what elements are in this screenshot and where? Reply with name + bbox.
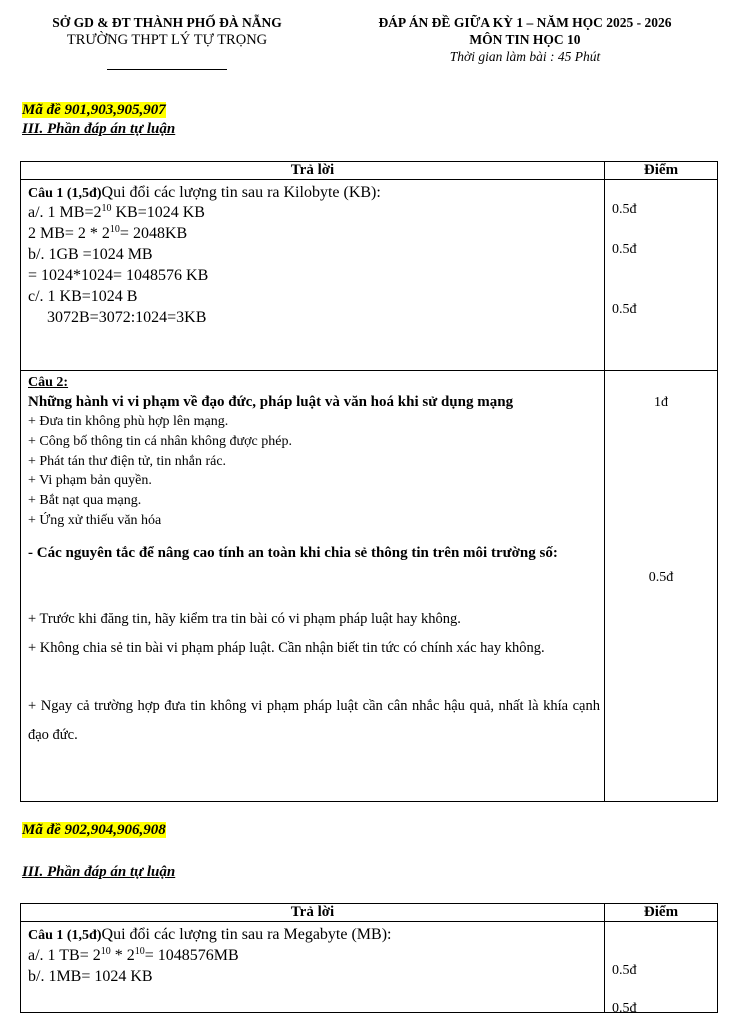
q1-a-line2: 2 $MB= 2 * 2^{10}= 2048KB$ xyxy=(28,224,188,242)
q2-violation-item: + Đưa tin không phù hợp lên mạng. xyxy=(28,414,229,429)
q1-score-b: 0.5đ xyxy=(612,242,637,257)
q1-score-b: 0.5đ xyxy=(612,1001,637,1016)
q1-answer-cell xyxy=(21,180,605,371)
section-title-2: III. Phần đáp án tự luận xyxy=(22,864,176,880)
q1-a-line: a/. 1 $TB= 2^{10} * 2^{10}= 1048576MB$ xyxy=(28,946,239,964)
header-left xyxy=(22,14,312,70)
answer-table-1 xyxy=(20,161,718,802)
q2-safety-item: + Ngay cả trường hợp đưa tin không vi phạm pháp luật cần cân nhắc hậu quả, nhất là khía cạnh đạo đức. xyxy=(28,698,600,743)
q2-heading-violations: Những hành vi vi phạm về đạo đức, pháp luật và văn hoá khi sử dụng mạng xyxy=(28,394,514,410)
q1-prompt: Câu 1 (1,5đ)Qui đổi các lượng tin sau ra Kilobyte (KB): xyxy=(28,184,381,201)
q2-violation-item: + Bắt nạt qua mạng. xyxy=(28,493,142,508)
q1-score-a: 0.5đ xyxy=(612,202,637,217)
q1-score-cell xyxy=(605,180,718,371)
q2-violation-item: + Vi phạm bản quyền. xyxy=(28,473,152,488)
exam-title: ĐÁP ÁN ĐỀ GIỮA KỲ 1 – NĂM HỌC 2025 - 2026 xyxy=(378,15,672,30)
q2-score-1: 1đ xyxy=(654,395,668,410)
col-answer-header: Trả lời xyxy=(21,904,605,922)
col-answer-header: Trả lời xyxy=(21,162,605,180)
q2-score-cell xyxy=(605,371,718,802)
q2-violation-item: + Ứng xử thiếu văn hóa xyxy=(28,513,162,528)
q1-a-line1: a/. 1 $MB=2^{10}$ KB=1024 KB xyxy=(28,203,205,221)
header-divider xyxy=(107,69,227,70)
q2-violation-item: + Phát tán thư điện tử, tin nhắn rác. xyxy=(28,454,227,469)
q2-label: Câu 2: xyxy=(28,375,69,390)
q1-score-c: 0.5đ xyxy=(612,302,637,317)
q2-score-2: 0.5đ xyxy=(648,570,674,585)
section-title-1: III. Phần đáp án tự luận xyxy=(22,121,176,137)
school-name: TRƯỜNG THPT LÝ TỰ TRỌNG xyxy=(66,32,268,48)
exam-codes-2: Mã đề 902,904,906,908 xyxy=(22,822,166,838)
q1-c-line1: c/. 1 KB=1024 B xyxy=(28,288,138,305)
q2-answer-cell xyxy=(21,371,605,802)
answer-table-2 xyxy=(20,903,718,1016)
exam-codes-1: Mã đề 901,903,905,907 xyxy=(22,102,166,118)
q2-safety-item: + Không chia sẻ tin bài vi phạm pháp luật. Cần nhận biết tin tức có chính xác hay không. xyxy=(28,640,545,656)
q1-score-a: 0.5đ xyxy=(612,963,637,978)
q1-answer-cell xyxy=(21,922,605,1013)
q2-heading-safety: - Các nguyên tắc để nâng cao tính an toàn khi chia sẻ thông tin trên môi trường số: xyxy=(28,545,558,561)
q1-c-line2: 3072B=3072:1024=3KB xyxy=(47,309,207,326)
q1-prompt: Câu 1 (1,5đ)Qui đổi các lượng tin sau ra Megabyte (MB): xyxy=(28,926,392,943)
q1-b-line2: = 1024*1024= 1048576 KB xyxy=(28,267,209,284)
header-right xyxy=(325,14,725,65)
department-name: SỞ GD & ĐT THÀNH PHỐ ĐÀ NẴNG xyxy=(52,15,282,30)
q1-b-line: b/. 1MB= 1024 KB xyxy=(28,968,153,985)
q2-safety-item: + Trước khi đăng tin, hãy kiểm tra tin bài có vi phạm pháp luật hay không. xyxy=(28,611,461,627)
col-score-header: Điểm xyxy=(605,162,718,180)
subject-title: MÔN TIN HỌC 10 xyxy=(469,32,581,47)
exam-duration: Thời gian làm bài : 45 Phút xyxy=(449,49,601,64)
col-score-header: Điểm xyxy=(605,904,718,922)
q1-b-line1: b/. 1GB =1024 MB xyxy=(28,246,153,263)
q1-score-cell xyxy=(605,922,718,1016)
q2-violation-item: + Công bố thông tin cá nhân không được phép. xyxy=(28,434,292,449)
